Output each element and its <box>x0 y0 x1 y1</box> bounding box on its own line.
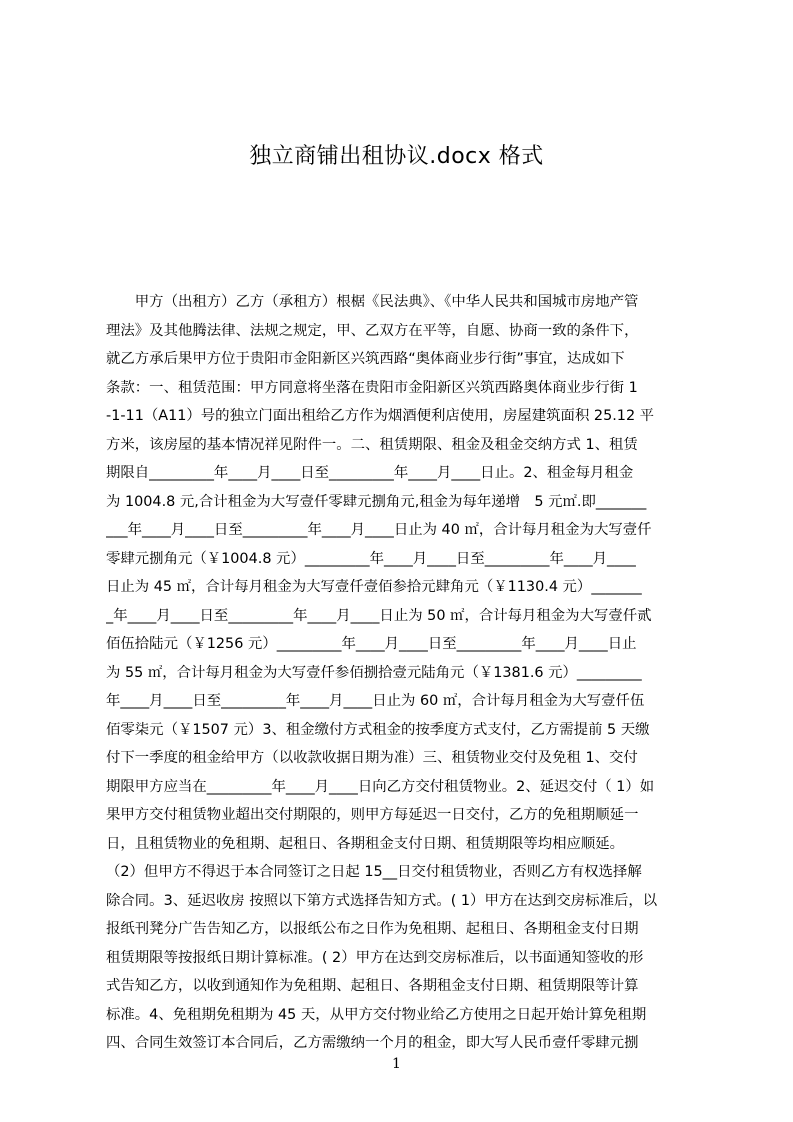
body-line: 佰零柒元（￥1507 元）3、租金缴付方式租金的按季度方式支付，乙方需提前 5 天缴 <box>106 721 650 738</box>
body-line: -1-11（A11）号的独立门面出租给乙方作为烟酒便利店使用，房屋建筑面积 25.12 平 <box>106 408 655 424</box>
body-line: 甲方（出租方）乙方（承租方）根椐《民法典》、《中华人民共和国城市房地产管 <box>106 294 639 310</box>
body-line: 租赁期限等按报纸日期计算标准。( 2）甲方在达到交房标准后，以书面通知签收的形 <box>106 949 644 966</box>
body-line: 期限自_________年____月____日至_________年____月____日止。2、租金每月租金 <box>106 465 634 481</box>
body-line: 四、合同生效签订本合同后，乙方需缴纳一个月的租金，即大写人民币壹仟零肆元捌 <box>106 1035 639 1051</box>
body-line: 佰伍拾陆元（￥1256 元）_________年____月____日至_________年____月____日止 <box>106 636 637 652</box>
body-line: 式告知乙方，以收到通知作为免租期、起租日、各期租金支付日期、租赁期限等计算 <box>106 978 639 994</box>
body-line: 零肆元捌角元（￥1004.8 元）_________年____月____日至_________年____月____ <box>106 550 636 567</box>
body-line: 付下一季度的租金给甲方（以收款收据日期为准）三、租赁物业交付及免租 1、交付 <box>106 750 638 766</box>
body-line: 为 55 ㎡，合计每月租金为大写壹仟参佰捌拾壹元陆角元（￥1381.6 元）_________ <box>106 664 642 681</box>
body-line: 就乙方承后果甲方位于贵阳市金阳新区兴筑西路“奥体商业步行街”事宜，达成如下 <box>106 351 625 367</box>
body-line: _年____月____日至_________年____月____日止为 50 ㎡，合计每月租金为大写壹仟贰 <box>106 607 652 624</box>
body-line: 日止为 45 ㎡，合计每月租金为大写壹仟壹佰参拾元肆角元（￥1130.4 元）_______ <box>106 579 642 595</box>
body-line: 标准。4、免租期免租期为 45 天，从甲方交付物业给乙方使用之日起开始计算免租期 <box>106 1006 647 1023</box>
body-line: 除合同。3、延迟收房 按照以下第方式选择告知方式。( 1）甲方在达到交房标准后，以 <box>106 892 658 909</box>
body-line: 报纸刊凳分广告告知乙方，以报纸公布之日作为免租期、起租日、各期租金支付日期 <box>106 921 639 937</box>
page-number: 1 <box>392 1056 401 1072</box>
document-body <box>106 288 698 1058</box>
body-line: 果甲方交付租赁物业超出交付期限的，则甲方每延迟一日交付，乙方的免租期顺延一 <box>106 807 639 823</box>
body-line: （2）但甲方不得迟于本合同签订之日起 15__日交付租赁物业，否则乙方有权选择解 <box>106 864 642 880</box>
body-line: 年____月____日至_________年____月____日止为 60 ㎡，合计每月租金为大写壹仟伍 <box>106 693 645 709</box>
body-line: 为 1004.8 元,合计租金为大写壹仟零肆元捌角元,租金为每年递增 5 元㎡.即_______ <box>106 493 647 510</box>
body-line: 日，且租赁物业的免租期、起租日、各期租金支付日期、租赁期限等均相应顺延。 <box>106 835 625 852</box>
body-line: 方米，该房屋的基本情况祥见附件一。二、租赁期限、租金及租金交纳方式 1、租赁 <box>106 436 638 453</box>
document-title: 独立商铺出租协议.docx 格式 <box>249 144 544 169</box>
body-line: ___年____月____日至_________年____月____日止为 40 ㎡，合计每月租金为大写壹仟 <box>106 522 652 538</box>
body-line: 期限甲方应当在_________年____月____日向乙方交付租赁物业。2、延迟交付（ 1）如 <box>106 778 655 795</box>
body-line: 条款：一、租赁范围：甲方同意将坐落在贵阳市金阳新区兴筑西路奥体商业步行街 1 <box>106 379 638 396</box>
body-line: 理法》及其他腾法律、法规之规定，甲、乙双方在平等，自愿、协商一致的条件下， <box>106 322 639 339</box>
